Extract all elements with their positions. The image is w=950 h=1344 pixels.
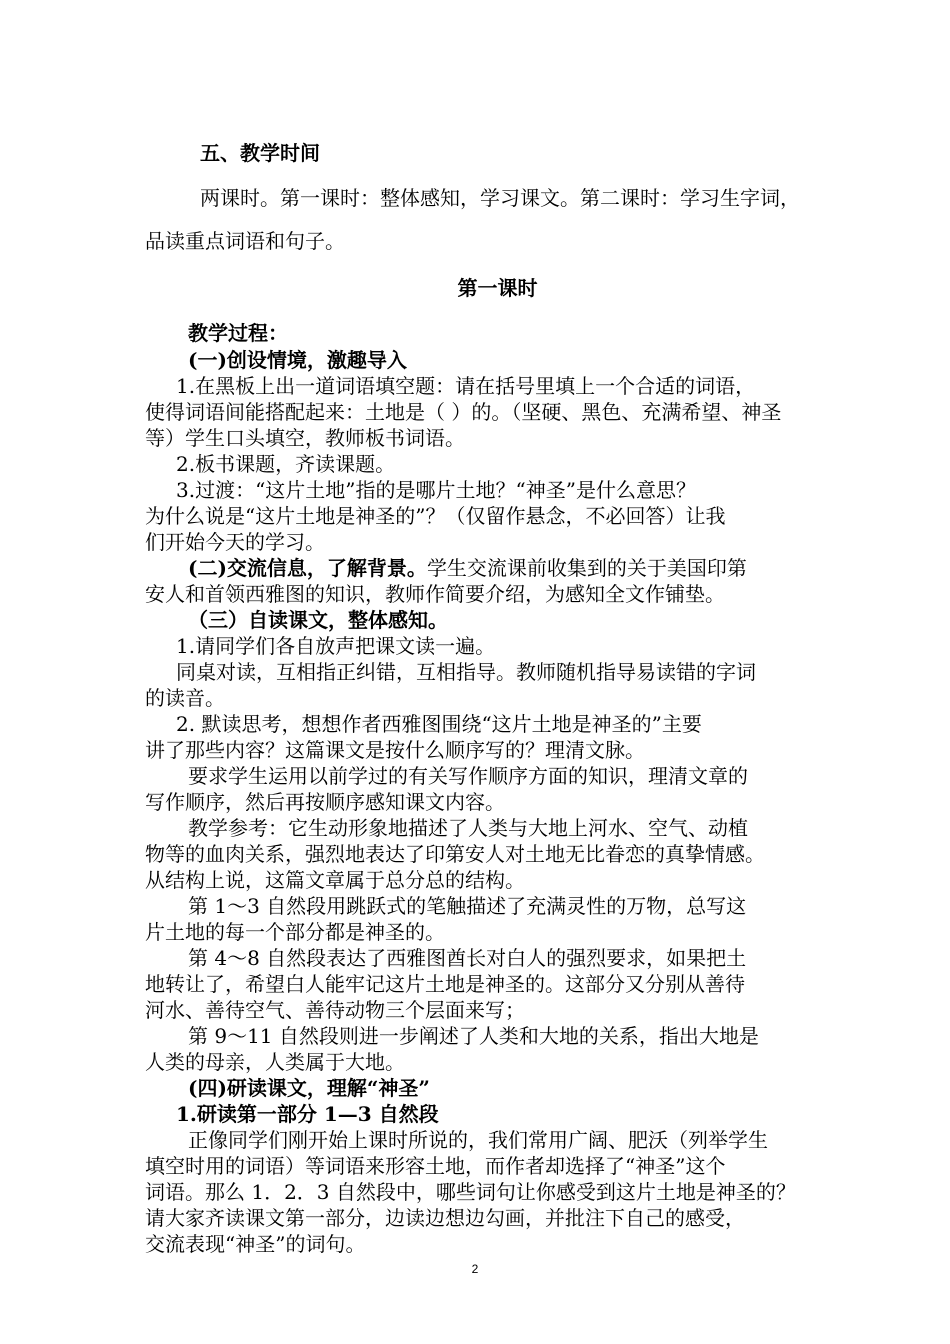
paragraph-line: 第 1～3 自然段用跳跃式的笔触描述了充满灵性的万物，总写这: [188, 894, 747, 918]
paragraph-line: 要求学生运用以前学过的有关写作顺序方面的知识，理清文章的: [188, 764, 748, 788]
paragraph-line: 从结构上说，这篇文章属于总分总的结构。: [145, 868, 525, 892]
paragraph-line: 交流表现“神圣”的词句。: [145, 1232, 366, 1256]
subsection-heading: (四)研读课文，理解“神圣”: [188, 1076, 430, 1100]
subsection-subheading: 1.研读第一部分 1—3 自然段: [176, 1102, 439, 1126]
paragraph-line: 教学参考：它生动形象地描述了人类与大地上河水、空气、动植: [188, 816, 748, 840]
paragraph-line: 第 9～11 自然段则进一步阐述了人类和大地的关系，指出大地是: [188, 1024, 759, 1048]
paragraph-line: 使得词语间能搭配起来：土地是（ ）的。（坚硬、黑色、充满希望、神圣: [145, 400, 782, 424]
paragraph-line: 讲了那些内容？这篇课文是按什么顺序写的？理清文脉。: [145, 738, 645, 762]
paragraph-text: 学生交流课前收集到的关于美国印第: [426, 556, 747, 580]
paragraph-line: 地转让了，希望白人能牢记这片土地是神圣的。这部分又分别从善待: [145, 972, 745, 996]
paragraph-line: 第 4～8 自然段表达了西雅图酋长对白人的强烈要求，如果把土: [188, 946, 747, 970]
paragraph-line: 2.板书课题，齐读课题。: [176, 452, 396, 476]
process-heading: 教学过程：: [188, 321, 288, 345]
paragraph-line: 片土地的每一个部分都是神圣的。: [145, 920, 445, 944]
section-heading: 五、教学时间: [200, 141, 320, 165]
paragraph-line: 1.在黑板上出一道词语填空题：请在括号里填上一个合适的词语，: [176, 374, 756, 398]
paragraph-line: 请大家齐读课文第一部分，边读边想边勾画，并批注下自己的感受，: [145, 1206, 745, 1230]
paragraph-line: 们开始今天的学习。: [145, 530, 325, 554]
paragraph-line: 词语。那么 1．2．3 自然段中，哪些词句让你感受到这片土地是神圣的？: [145, 1180, 796, 1204]
paragraph-line: 1.请同学们各自放声把课文读一遍。: [176, 634, 496, 658]
subsection-heading: (二)交流信息，了解背景。: [188, 556, 427, 580]
paragraph-line: 为什么说是“这片土地是神圣的”？（仅留作悬念，不必回答）让我: [145, 504, 726, 528]
paragraph-line: 安人和首领西雅图的知识，教师作简要介绍，为感知全文作铺垫。: [145, 582, 725, 606]
subsection-heading: （三）自读课文，整体感知。: [188, 608, 448, 632]
paragraph-line: 品读重点词语和句子。: [145, 229, 345, 253]
paragraph-line: 同桌对读，互相指正纠错，互相指导。教师随机指导易读错的字词: [176, 660, 756, 684]
paragraph-line: 正像同学们刚开始上课时所说的，我们常用广阔、肥沃（列举学生: [188, 1128, 768, 1152]
paragraph-line: 的读音。: [145, 686, 225, 710]
paragraph-line: 写作顺序，然后再按顺序感知课文内容。: [145, 790, 505, 814]
paragraph-line: [188, 555, 747, 581]
page-number: 2: [471, 1262, 479, 1276]
paragraph-line: 2. 默读思考，想想作者西雅图围绕“这片土地是神圣的”主要: [176, 712, 702, 736]
paragraph-line: 人类的母亲，人类属于大地。: [145, 1050, 405, 1074]
subsection-heading: (一)创设情境，激趣导入: [188, 348, 407, 372]
paragraph-line: 河水、善待空气、善待动物三个层面来写；: [145, 998, 525, 1022]
paragraph-line: 填空时用的词语）等词语来形容土地，而作者却选择了“神圣”这个: [145, 1154, 726, 1178]
paragraph-line: 物等的血肉关系，强烈地表达了印第安人对土地无比眷恋的真挚情感。: [145, 842, 765, 866]
paragraph-line: 两课时。第一课时：整体感知，学习课文。第二课时：学习生字词，: [200, 186, 800, 210]
lesson-title: 第一课时: [457, 276, 538, 300]
paragraph-line: 3.过渡：“这片土地”指的是哪片土地？“神圣”是什么意思？: [176, 478, 696, 502]
paragraph-line: 等）学生口头填空，教师板书词语。: [145, 426, 465, 450]
